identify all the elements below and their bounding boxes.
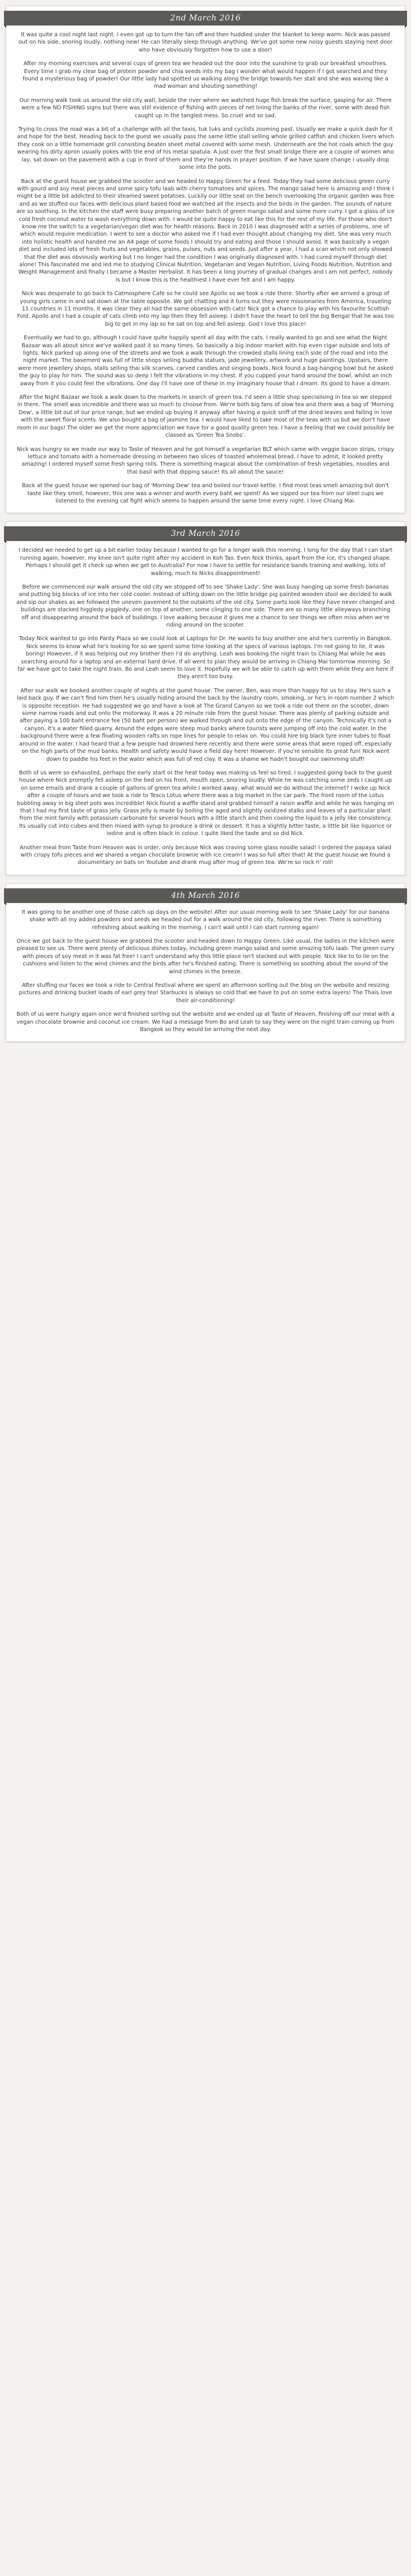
entry-paragraph: Before we commenced our walk around the old city we stopped off to see 'Shake Lady'. She was busy hanging up some fresh bananas and putting big blocks of ice into her cold cooler. Instead of sitting down on the little bridge pig painted wooden stool we decided to walk and sip our shakes as we followed the uneven pavement to the outskirts of the old city. Some parts look like they have never changed and buildings are stacked higgledy piggledy, one on top of another, some clinging to one side. There are so many little alleyways branching off and disappearing around the back of buildings. I love walking because it gives me a chance to see things we often miss when we're riding around on the scooter. bbox=[16, 584, 395, 628]
entry-paragraph: Trying to cross the road was a bit of a challenge with all the taxis, tuk tuks and cyclists zooming past. Usually we make a quick dash for it and hope for the best. Heading back to the guest we usually pass the same little stall selling whole grilled catfish and chicken livers which they cook on a little homemade grill consisting beaten sheet metal covered with some mesh. Underneath are the hot coals which the guy wearing his dirty apron usually pokes with the end of his metal spatula. A just over the first small bridge there are a couple of women who lay, sat down on the pavement with a cup in front of them and they're hands in prayer position. If we have spare change I usually drop some into the pots. bbox=[17, 126, 394, 171]
date-banner: 4th March 2016 bbox=[4, 888, 407, 903]
date-banner: 3rd March 2016 bbox=[4, 526, 407, 541]
entry-paragraph: Another meal from Taste from Heaven was in order, only because Nick was craving some glass noodle salad! I ordered the papaya salad with crispy tofu pieces and we shared a vegan chocolate brownie with ice cream! I was so full after that! At the guest house we found a documentary on bats on Youtube and drank mug after mug of green tea. We're so rock n' roll! bbox=[19, 844, 392, 866]
entry-paragraph: It was quite a cool night last night. I even got up to turn the fan off and then huddled under the blanket to keep warm. Nick was passed out on his side, snoring loudly, nothing new! He can literally sleep through anything. We've got some new noisy guests staying next door who have obviously forgotten how to use a door! bbox=[18, 32, 393, 53]
entry-paragraph: After our walk we booked another couple of nights at the guest house. The owner, Ben, was more than happy for us to stay. He's such a laid back guy. If we can't find him then he's usually hiding around the back by the laundry room, smoking, or he's in room number 2 which is opposite reception. He had suggested we go and have a look at The Grand Canyon so we took a ride out there on the scooter, down some narrow roads and out onto the motorway. It was a 20 minute ride from the guest house. There was plenty of parking outside and after paying a 100 baht entrance fee (50 baht per person) we walked through and out onto the edge of the canyon. Technically it's not a canyon, it's a water filled quarry. Around the edges were steep mud banks where tourists were jumping off into the cold water. In the background there were a few floating wooden rafts on rope lines for people to relax on. You could hire big black tyre inner tubes to float around in the water. I had heard that a few people had drowned here recently and there were some areas that were roped off, especially on the high parts of the mud banks. Health and safety would have a field day here! However, if you're sensible its great fun! Nick went down to paddle his feet in the water which was full of red clay. It was a shame we hadn't bought our swimming stuff! bbox=[16, 687, 395, 763]
entry-paragraph: Our morning walk took us around the old city wall, beside the river where we watched huge fish break the surface, gasping for air. There were a few NO FISHING signs but there was still evidence of fishing with pieces of net lining the banks of the river, some with dead fish caught up in the tangled mess. So cruel and so sad. bbox=[19, 97, 392, 119]
day-entry-4th-march bbox=[6, 883, 405, 1042]
entry-paragraph: Back at the guest house we opened our bag of 'Morning Dew' tea and boiled our travel kettle. I find most teas smell amazing but don't taste like they smell, however, this one was a winner and worth every baht we spent! As we sipped our tea from our steel cups we listened to the evening cat fight which seems to happen around the same time every night. I love Chiang Mai. bbox=[22, 483, 389, 504]
blog-page bbox=[6, 0, 405, 1042]
entry-paragraph: Nick was hungry so we made our way to Taste of Heaven and he got himself a vegetarian BLT which came with veggie bacon strips, crispy lettuce and tomato with a homemade dressing in between two slices of toasted wholemeal bread. I have to admit, it looked pretty amazing! I ordered myself some fresh spring rolls. There is something magical about the combination of fresh vegetables, noodles and thai basil with that dipping sauce! Its all about the sauce! bbox=[16, 446, 395, 475]
entry-paragraph: Eventually we had to go, although I could have quite happily spent all day with the cats. I really wanted to go and see what the Night Bazaar was all about since we've walked past it so many times. So basically a big indoor market with hip even cigar outside and lots of lights. Nick parked up along one of the streets and we took a walk through the crowded stalls lining each side of the road and into the night market. The basement was full of little shops selling buddha statues, jade jewellery, artwork and huge paintings. Upstairs, there were more jewellery shops, stalls selling thai silk scarves, carved candles and singing bowls. Nick found a bag-hanging bowl but he asked the guy to play for him. The sound was so deep I felt the vibrations in my chest. If you cupped your hand around the bowl, whilst an inch away from it you could feel the vibrations. One day I'll have one of these in my imaginary house that I dream. Its good to have a dream. bbox=[18, 335, 393, 387]
entry-paragraph: After my morning exercises and several cups of green tea we headed out the door into the sunshine to grab our breakfast smoothies. Every time I grab my clear bag of protein powder and chia seeds into my bag I wonder what would happen if I got searched and they found a mysterious bag of powder! Our little lady had spotted us walking along the bridge towards her stall and she was waving like a mad woman and shouting something! bbox=[23, 61, 388, 90]
entry-paragraph: Both of us were so exhausted, perhaps the early start or the heat today was making us feel so tired. I suggested going back to the guest house where Nick promptly fell asleep on the bed on his front, mouth open, snoring loudly. While he was catching some zeds I caught up on some emails and drank a couple of gallons of green tea while I worked away, what would we do without the internet? I woke up Nick after a couple of hours and we took a ride to Tesco Lotus where there was a big market in the car park. The front room of the Lotus bubbling away in big steel pots was incredible! Nick found a waffle stand and grabbed himself a raisin waffle and while he was hanging on that I had my first taste of grass jelly. Grass jelly is made by boiling the aged and slightly oxidized stalks and leaves of a particular plant from the mint family with potassium carbonate for several hours with a little starch and then cooling the liquid to a jelly like consistency. Its usually cut into cubes and then mixed with syrup to produce a drink or dessert. It has a slightly bitter taste, a little bit like liquorice or iodine and is often black in colour. I quite liked the taste and so did Nick. bbox=[16, 769, 395, 837]
entry-paragraph: It was going to be another one of those catch up days on the website! After our usual morning walk to see 'Shake Lady' for our banana shake with all my added powders and seeds we headed out for a walk around the old city, following the river. There is something refreshing about walking in the morning. I can't wait until I can start running again! bbox=[22, 909, 389, 931]
entry-paragraph: After the Night Bazaar we took a walk down to the markets in search of green tea. I'd seen a little shop specialising in tea so we stepped in there. The smell was incredible and there was so much to choose from. We're both big fans of slow tea and there was a bag of 'Morning Dew', a little bit out of our price range, but we ended up buying it anyway after having a quick sniff of the dried leaves and falling in love with the sweet floral scents. We also bought a bag of jasmine tea. I would have liked to take most of the teas with us but we don't have room in our bags! The older we get the more appreciation we have for a good quality green tea. I have a feeling that we could possibly be classed as 'Green Tea Snobs'. bbox=[17, 394, 394, 439]
day-entry-2nd-march bbox=[6, 6, 405, 513]
entry-paragraph: After stuffing our faces we took a ride to Central Festival where we spent an afternoon sorting out the blog on the website and resizing pictures and drinking bucket loads of earl grey tea! Starbucks is always so cold that we have to put on some extra layers! The Thais love their air-conditioning! bbox=[19, 982, 392, 1004]
entry-paragraph: Nick was desperate to go back to Catmosphere Cafe so he could see Apollo so we took a ride there. Shortly after we arrived a group of young girls came in and sat down at the table opposite. We got chatting and it turns out they were missionaries from America, traveling 11 countries in 11 months. It was clear they all had the same obsession with cats! Nick got a chance to play with his favourite Scottish Fold, Apollo and I had a couple of cats climb into my lap then they fell asleep. I didn't have the heart to tell the big Bengal that he was too big to get in my lap so he sat on top and fell asleep. God I love this place! bbox=[17, 291, 394, 327]
day-entry-3rd-march bbox=[6, 521, 405, 875]
entry-paragraph: Once we got back to the guest house we grabbed the scooter and headed down to Happy Green. Like usual, the ladies in the kitchen were pleased to see us. There were plenty of delicious dishes today, including green mango salad and some amazing tofu laab. The green curry with pieces of soy meat in it was fat free! I can't understand why this little place isn't stacked out with people. Nick like to to lie on the cushions and listen to the wind chimes and the birds after he's finished eating. There is something so soothing about the sound of the wind chimes in the breeze. bbox=[16, 938, 395, 975]
date-banner: 2nd March 2016 bbox=[4, 11, 407, 25]
entry-paragraph: I decided we needed to get up a bit earlier today because I wanted to go for a longer walk this morning. I long for the day that I can start running again, however, my knee isn't quite right after my accident in Koh Tao. Even Nick thinks, apart from the ice, it's changed shape. Perhaps I should get it check up when we get to Australia? For now I have to settle for resistance bands training and walking, lots of walking, much to Nicks disappointment! bbox=[18, 547, 393, 577]
entry-paragraph: Both of us were hungry again once we'd finished sorting out the website and we ended up at Taste of Heaven, finishing off our meal with a vegan chocolate brownie and coconut ice cream. We had a message from Bo and Leah to say they were on the night train coming up from Bangkok so they would be arriving the next day. bbox=[16, 1011, 395, 1033]
entry-paragraph: Today Nick wanted to go into Panty Plaza so we could look at Laptops for Dr. He wants to buy another one and he's currently in Bangkok. Nick seems to know what he's looking for so we spent some time looking at the specs of various laptops. I'm not going to lie, it was boring! However, if it was helping out my brother then I'd do anything. Leah was booking the night train to Chiang Mai while he was searching around for a laptop and an external hard drive. If all went to plan they would be arriving in Chiang Mai tomorrow morning. So far we have got to take the night train. Bo and Leah seem to love it. Hopefully we will be able to catch up with them while they are here if they aren't too busy. bbox=[18, 636, 393, 680]
entry-paragraph: Back at the guest house we grabbed the scooter and we headed to Happy Green for a feed. Today they had some delicious green curry with gourd and soy meat pieces and some spicy tofu laab with cherry tomatoes and spices. The mango salad here is amazing and I think I might be a little bit addicted to their steamed sweet potatoes. Luckily our little seat on the bench overlooking the organic garden was free and as we stuffed our faces with delicious plant based food we watched all the insects and the birds in the garden. The sounds of nature are so soothing. In the kitchen the staff were busy preparing another batch of green mango salad and some more curry. I got a glass of ice cold fresh coconut water to wash everything down with. I would be quite happy to eat like this for the rest of my life. For those who don't know me the switch to a vegetarian/vegan diet was for health reasons. Back in 2010 I was diagnosed with a series of problems, one of which would require medication. I went to see a doctor who asked me if I had ever thought about changing my diet. She was very much into holistic health and handed me an A4 page of some foods I should try and eating and those I should avoid. It was basically a vegan diet and included lots of fresh fruits and vegetables, grains, pulses, nuts and seeds. Just after a year, I had a scan which not only showed that the diet was obviously working but I no longer had the condition I was originally diagnosed with. I had cured myself through diet alone! This fascinated me and led me to studying Clinical Nutrition, Vegetarian and Vegan Nutrition, Living Foods Nutrition, Nutrition and Weight Management and finally I became a Master Herbalist. It has been a long journey of gradual changes and I am not perfect, nobody is but I know this is the healthiest I have ever felt and I am happy. bbox=[16, 178, 395, 283]
